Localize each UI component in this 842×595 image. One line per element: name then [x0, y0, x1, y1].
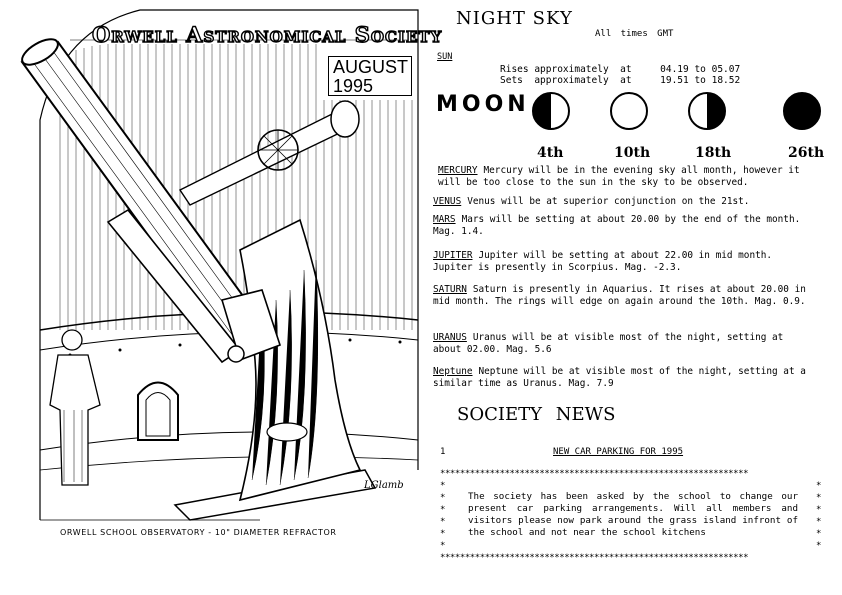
sun-rise-times: Rises approximately at 04.19 to 05.07 [500, 64, 741, 75]
issue-year: 1995 [333, 76, 374, 96]
moon-label: MOON [436, 92, 530, 117]
moon-phase-day: 4th [537, 145, 564, 161]
planet-entry-venus [433, 196, 817, 208]
society-news-heading: SOCIETY NEWS [457, 404, 616, 425]
moon-phase-day: 10th [614, 145, 651, 161]
star-border-left: * [440, 481, 446, 491]
planet-entry-neptune [433, 366, 817, 390]
planet-text: Neptune will be at visible most of the night, setting at a similar time as Uranus. Mag. 7.9 [433, 366, 806, 389]
moon-first-quarter-icon [533, 93, 569, 129]
sun-label: SUN [437, 52, 453, 62]
planet-name: MARS [433, 214, 456, 225]
planet-text: Saturn is presently in Aquarius. It rises at about 20.00 in mid month. The rings will edge on again around the 10th. Mag. 0.9. [433, 284, 806, 307]
times-note: All times GMT [595, 29, 674, 39]
star-border-left: * [440, 493, 446, 503]
planet-entry-saturn [433, 284, 817, 308]
issue-month: AUGUST [333, 57, 409, 77]
news-body-text: The society has been asked by the school to change our present car parking arrangements. Will all members and visitors please now park around the grass island infront of the school and not near the school kitchens [468, 491, 798, 538]
news-notice-box [440, 469, 824, 563]
planet-entry-jupiter [433, 250, 817, 274]
star-border-right: * [816, 481, 822, 491]
planet-name: URANUS [433, 332, 467, 343]
star-border-right: * [816, 529, 822, 539]
star-border-left: * [440, 541, 446, 551]
society-title: Orwell Astronomical Society [92, 22, 443, 47]
planet-text: Mars will be setting at about 20.00 by the end of the month. Mag. 1.4. [433, 214, 801, 237]
planet-entry-mars [433, 214, 817, 238]
planet-text: Jupiter will be setting at about 22.00 in mid month. Jupiter is presently in Scorpius. Mag. -2.3. [433, 250, 773, 273]
artist-signature: LGlamb [364, 480, 404, 491]
star-border-right: * [816, 505, 822, 515]
star-border-right: * [816, 541, 822, 551]
planet-name: VENUS [433, 196, 462, 207]
star-border-right: * [816, 493, 822, 503]
star-border-right: * [816, 517, 822, 527]
star-border-left: * [440, 505, 446, 515]
illustration-caption: ORWELL SCHOOL OBSERVATORY - 10" DIAMETER REFRACTOR [60, 528, 337, 537]
planet-text: Uranus will be at visible most of the night, setting at about 02.00. Mag. 5.6 [433, 332, 784, 355]
moon-phases-graphic [525, 88, 825, 138]
sun-set-times: Sets approximately at 19.51 to 18.52 [500, 75, 741, 86]
planet-entry-mercury [438, 165, 818, 189]
moon-phase-day: 26th [788, 145, 825, 161]
planet-text: Venus will be at superior conjunction on the 21st. [467, 196, 750, 207]
moon-new-icon [784, 93, 820, 129]
moon-full-icon [611, 93, 647, 129]
star-border-bottom: ************************************************************** [440, 553, 749, 563]
issue-date-box [328, 56, 412, 96]
night-sky-heading: NIGHT SKY [456, 8, 573, 29]
planet-entry-uranus [433, 332, 817, 356]
star-border-left: * [440, 517, 446, 527]
star-border-top: ************************************************************** [440, 469, 749, 479]
news-item-number: 1 [440, 447, 446, 457]
moon-phase-day: 18th [695, 145, 732, 161]
planet-text: Mercury will be in the evening sky all month, however it will be too close to the sun in the sky to be observed. [438, 165, 800, 188]
news-item-title: NEW CAR PARKING FOR 1995 [553, 447, 684, 457]
moon-last-quarter-icon [689, 93, 725, 129]
planet-name: JUPITER [433, 250, 473, 261]
planet-name: MERCURY [438, 165, 478, 176]
planet-name: SATURN [433, 284, 467, 295]
star-border-left: * [440, 529, 446, 539]
planet-name: Neptune [433, 366, 473, 377]
